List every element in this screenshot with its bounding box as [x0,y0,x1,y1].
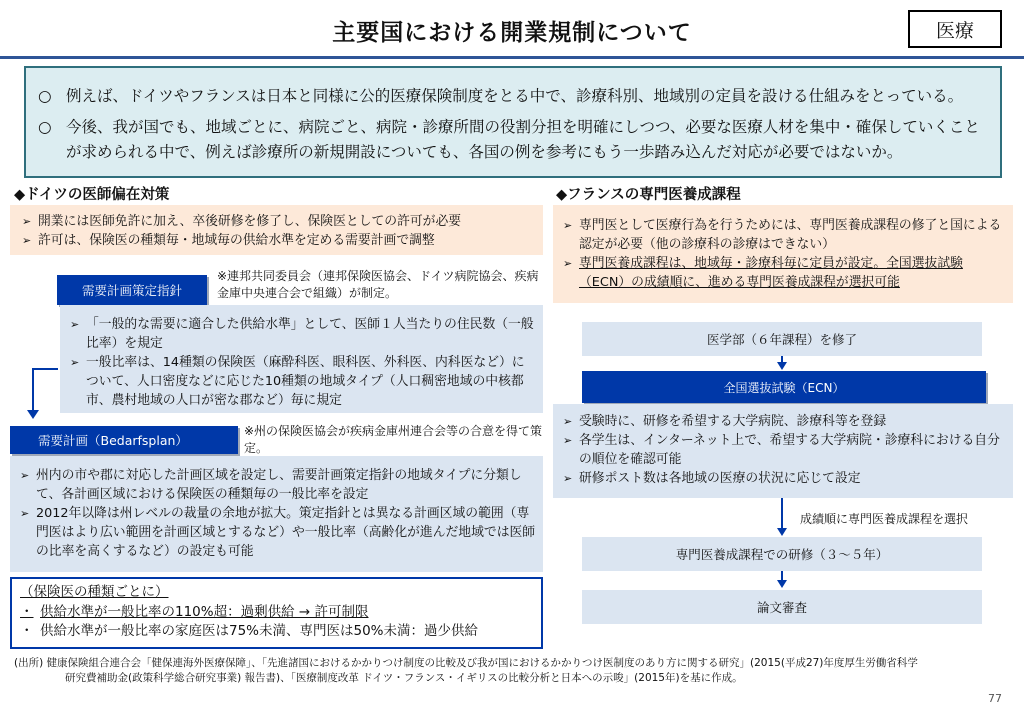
ecn-label: 全国選抜試験（ECN） [582,371,986,403]
germany-intro-item: ➢ 許可は、保険医の種類毎・地域毎の供給水準を定める需要計画で調整 [18,231,535,250]
summary-text: 例えば、ドイツやフランスは日本と同様に公的医療保険制度をとる中で、診療科別、地域別の定員を設ける仕組みをとっている。 [66,87,964,105]
source-line: 研究費補助金(政策科学総合研究事業) 報告書)、「医療制度改革 ドイツ・フランス・イギリスの比較分析と日本への示唆」(2015年)を基に作成。 [65,672,743,684]
source-note [14,656,974,686]
summary-item [38,84,986,109]
page-number: 77 [988,692,1002,705]
page-title: 主要国における開業規制について [332,20,692,46]
flow-step-thesis: 論文審査 [582,590,982,624]
title-divider [0,56,1024,59]
germany-intro-item: ➢ 開業には医師免許に加え、卒後研修を修了し、保険医としての許可が必要 [18,212,535,231]
flow-step-training: 専門医養成課程での研修（３～５年） [582,537,982,571]
supply-rules-box [10,577,543,649]
germany-intro-box [10,205,543,255]
down-arrow-icon [27,410,39,419]
ecn-box [553,404,1013,498]
supply-rule [20,622,533,642]
supply-rule-marker: ・ [20,603,34,620]
demand-plan-note: ※州の保険医協会が疾病金庫州連合会等の合意を得て策定。 [244,424,543,455]
guideline-note: ※連邦共同委員会（連邦保険医協会、ドイツ病院協会、疾病金庫中央連合会で組織）が制定。 [217,269,539,300]
guideline-item: ➢ 一般比率は、14種類の保険医（麻酔科医、眼科医、外科医、内科医など）について、人口密度などに応じた10種類の地域タイプ（人口稠密地域の中核都市、農村地域の人口が密な郡など）毎に規定 [66,353,537,410]
flow-select-label: 成績順に専門医養成課程を選択 [800,512,969,526]
supply-rule [20,603,533,623]
france-heading: ◆フランスの専門医養成課程 [556,187,741,203]
supply-rule-text: 供給水準が一般比率の110%超：過剰供給 → 許可制限 [40,603,369,620]
down-arrow-icon [777,362,787,370]
supply-rule-text: 供給水準が一般比率の家庭医は75%未満、専門医は50%未満：過少供給 [40,623,479,639]
demand-plan-box [10,456,543,572]
ecn-item: ➢ 各学生は、インターネット上で、希望する大学病院・診療科における自分の順位を確認可能 [559,431,1007,469]
ecn-item: ➢ 受験時に、研修を希望する大学病院、診療科等を登録 [559,412,1007,431]
germany-heading: ◆ドイツの医師偏在対策 [14,187,170,203]
summary-marker: ○ [38,118,52,136]
guideline-item: ➢ 「一般的な需要に適合した供給水準」として、医師１人当たりの住民数（一般比率）を規定 [66,315,537,353]
france-intro-item: ➢ 専門医養成課程は、地域毎・診療科毎に定員が設定。全国選抜試験（ECN）の成績順に、進める専門医養成課程が選択可能 [559,254,1007,292]
flow-connector [32,368,58,370]
france-intro-item: ➢ 専門医として医療行為を行うためには、専門医養成課程の修了と国による認定が必要（他の診療科の診療はできない） [559,216,1007,254]
guideline-box [60,305,543,413]
summary-box [24,66,1002,178]
down-arrow-icon [777,580,787,588]
flow-connector [781,498,783,529]
flow-step-medical-school: 医学部（６年課程）を修了 [582,322,982,356]
source-line: (出所) 健康保険組合連合会「健保連海外医療保障」、「先進諸国におけるかかりつけ制度の比較及び我が国におけるかかりつけ医制度のあり方に関する研究」(2015(平成27)年度厚生労働省科学 [14,657,918,669]
ecn-item: ➢ 研修ポスト数は各地域の医療の状況に応じて設定 [559,469,1007,488]
demand-plan-item: ➢ 2012年以降は州レベルの裁量の余地が拡大。策定指針とは異なる計画区域の範囲（専門医はより広い範囲を計画区域とするなど）や一般比率（高齢化が進んだ地域では医師の比率を高くするなど）の設定も可能 [16,504,537,561]
summary-item [38,115,986,165]
demand-plan-label: 需要計画（Bedarfsplan） [10,426,238,454]
category-badge: 医療 [908,10,1002,48]
demand-plan-item: ➢ 州内の市や郡に対応した計画区域を設定し、需要計画策定指針の地域タイプに分類して、各計画区域における保険医の種類毎の一般比率を設定 [16,466,537,504]
guideline-label: 需要計画策定指針 [57,275,207,305]
supply-rule-marker: ・ [20,623,34,639]
supply-rules-heading: （保険医の種類ごとに） [20,584,169,600]
down-arrow-icon [777,528,787,536]
summary-text: 今後、我が国でも、地域ごとに、病院ごと、病院・診療所間の役割分担を明確にしつつ、必要な医療人材を集中・確保していくことが求められる中で、例えば診療所の新規開設についても、各国の例を参考にもう一歩踏み込んだ対応が必要ではないか。 [66,118,980,161]
france-intro-box [553,205,1013,303]
summary-marker: ○ [38,87,52,105]
flow-connector [32,369,34,414]
